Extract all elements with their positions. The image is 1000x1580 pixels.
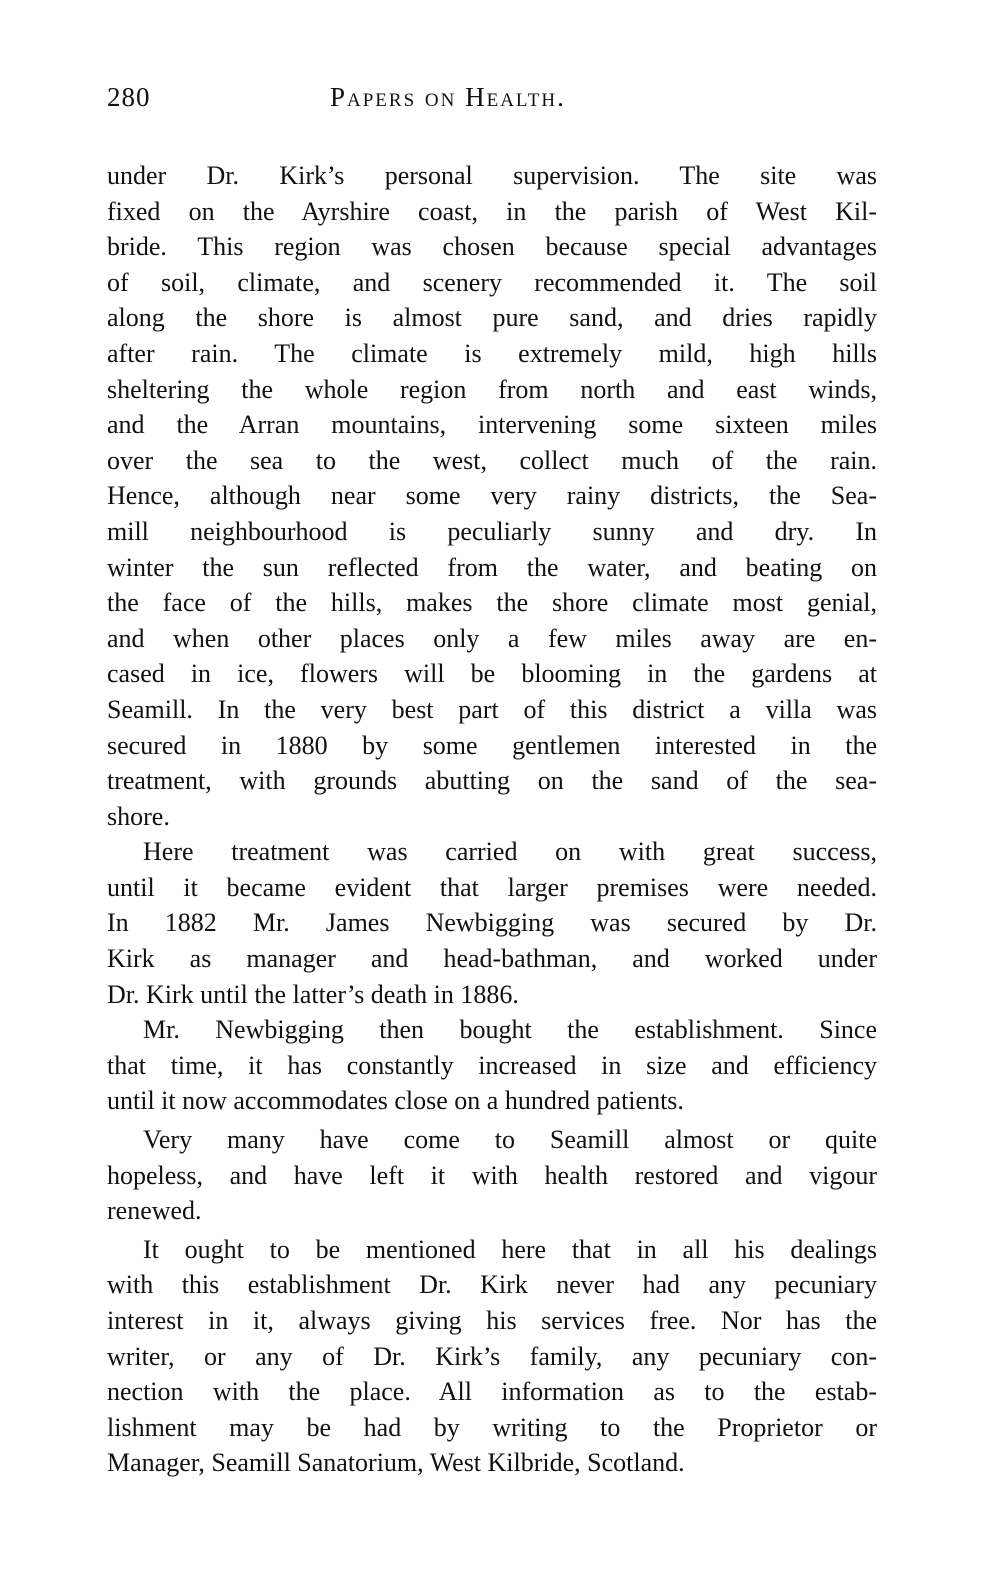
text-line: In 1882 Mr. James Newbigging was secured by Dr.	[107, 908, 877, 938]
text-line: fixed on the Ayrshire coast, in the parish of West Kil-	[107, 196, 877, 226]
text-line: along the shore is almost pure sand, and dries rapidly	[107, 303, 877, 333]
text-line: shore.	[107, 801, 170, 831]
text-line: until it became evident that larger premises were needed.	[107, 872, 877, 902]
text-line: Manager, Seamill Sanatorium, West Kilbride, Scotland.	[107, 1448, 685, 1478]
text-line: and the Arran mountains, intervening some sixteen miles	[107, 410, 877, 440]
text-line: secured in 1880 by some gentlemen interested in the	[107, 730, 877, 760]
text-line: over the sea to the west, collect much of the rain.	[107, 445, 877, 475]
text-line: Seamill. In the very best part of this district a villa was	[107, 694, 877, 724]
text-line: writer, or any of Dr. Kirk’s family, any pecuniary con-	[107, 1341, 877, 1371]
text-line: Kirk as manager and head-bathman, and worked under	[107, 944, 877, 974]
text-line: under Dr. Kirk’s personal supervision. The site was	[107, 161, 877, 190]
text-line: after rain. The climate is extremely mild, high hills	[107, 338, 877, 368]
text-line: treatment, with grounds abutting on the sand of the sea-	[107, 766, 877, 796]
text-line: the face of the hills, makes the shore climate most genial,	[107, 588, 877, 618]
text-line: Mr. Newbigging then bought the establishment. Since	[143, 1015, 877, 1045]
page-number: 280	[107, 82, 151, 112]
body-text	[107, 158, 877, 1481]
text-line: winter the sun reflected from the water, and beating on	[107, 552, 877, 582]
text-line: until it now accommodates close on a hundred patients.	[107, 1086, 684, 1116]
text-line: Dr. Kirk until the latter’s death in 1886.	[107, 979, 519, 1009]
text-line: of soil, climate, and scenery recommended it. The soil	[107, 267, 877, 297]
text-line: nection with the place. All information as to the estab-	[107, 1377, 877, 1407]
text-line: with this establishment Dr. Kirk never had any pecuniary	[107, 1270, 877, 1300]
text-line: Here treatment was carried on with great success,	[143, 837, 877, 867]
text-line: lishment may be had by writing to the Proprietor or	[107, 1412, 877, 1442]
text-line: It ought to be mentioned here that in all his dealings	[143, 1234, 877, 1264]
text-line: Very many have come to Seamill almost or quite	[143, 1125, 877, 1155]
text-line: and when other places only a few miles away are en-	[107, 623, 877, 653]
text-line: sheltering the whole region from north and east winds,	[107, 374, 877, 404]
text-line: hopeless, and have left it with health restored and vigour	[107, 1160, 877, 1190]
running-title: Papers on Health.	[330, 82, 566, 112]
text-line: cased in ice, flowers will be blooming in the gardens at	[107, 659, 877, 689]
text-line: renewed.	[107, 1196, 202, 1226]
text-line: interest in it, always giving his services free. Nor has the	[107, 1306, 877, 1335]
text-line: that time, it has constantly increased in size and efficiency	[107, 1050, 877, 1080]
text-line: Hence, although near some very rainy districts, the Sea-	[107, 481, 877, 511]
text-line: mill neighbourhood is peculiarly sunny and dry. In	[107, 516, 877, 546]
text-line: bride. This region was chosen because special advantages	[107, 232, 877, 262]
